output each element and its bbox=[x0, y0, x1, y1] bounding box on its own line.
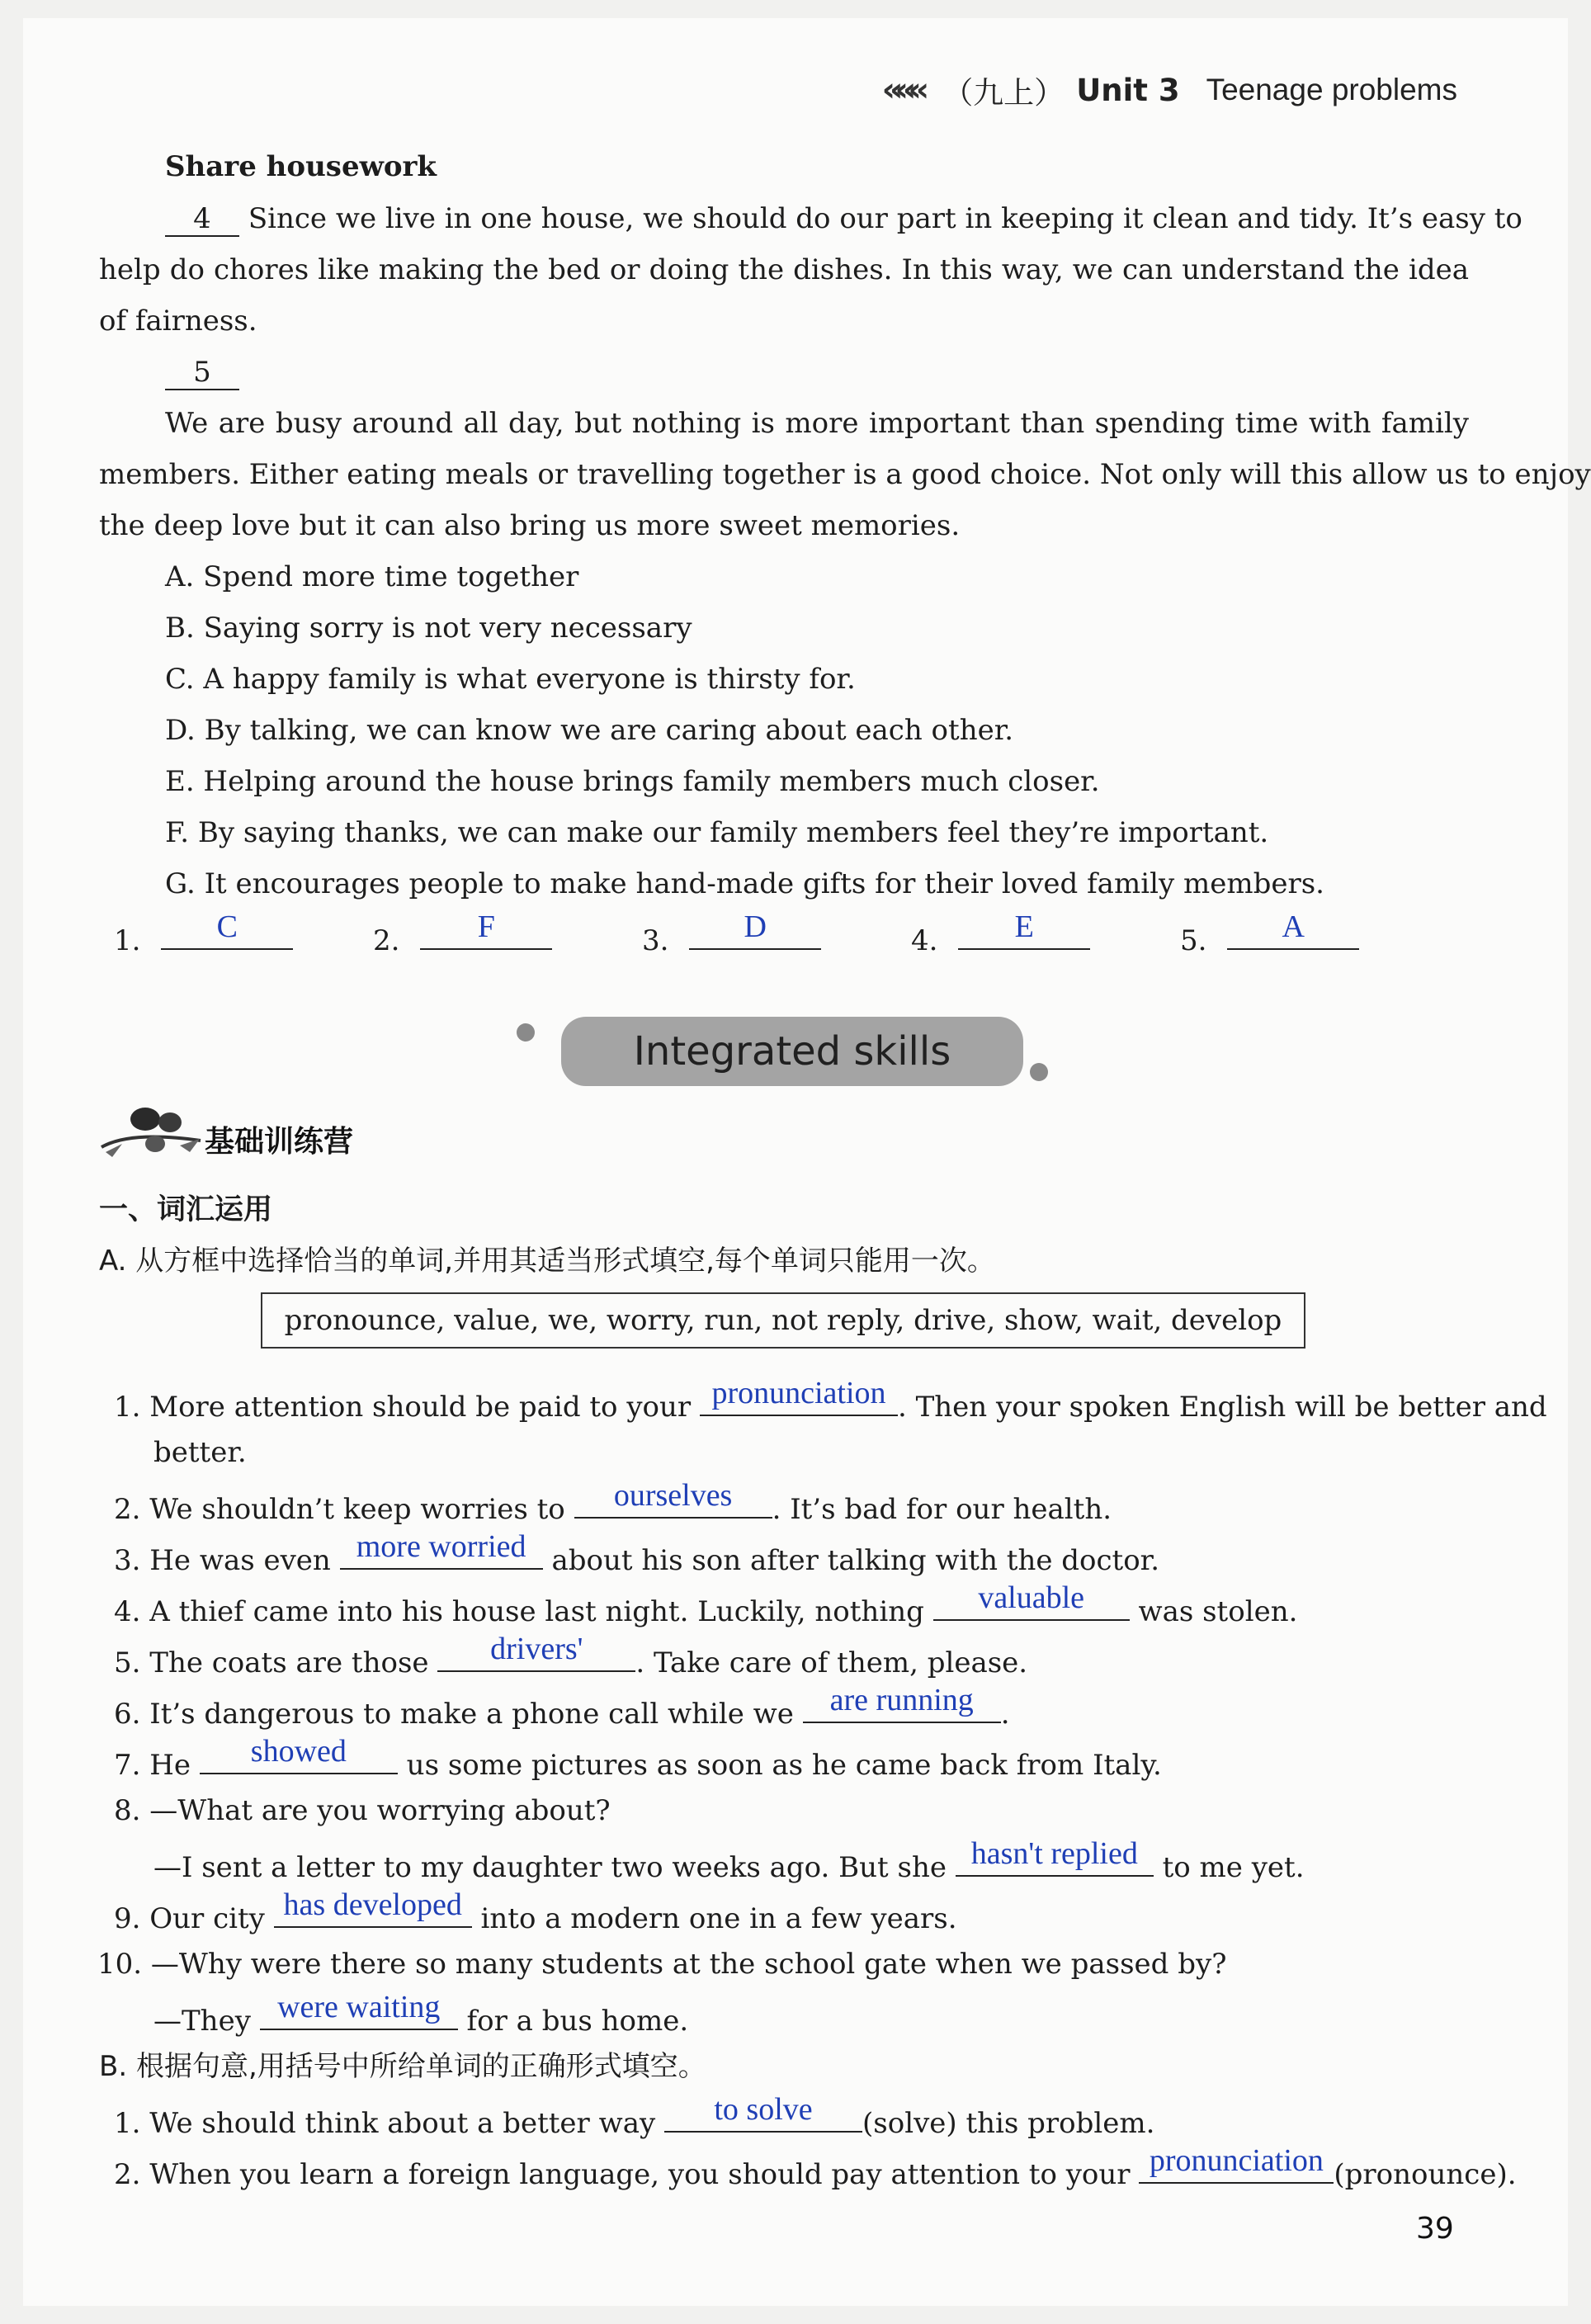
decorative-dot-icon bbox=[517, 1023, 535, 1042]
paragraph-4-line-3: of fairness. bbox=[99, 305, 257, 338]
header-unit: Unit 3 bbox=[1076, 72, 1180, 108]
word-box: pronounce, value, we, worry, run, not reply, drive, show, wait, develop bbox=[261, 1292, 1305, 1349]
answer-blank[interactable] bbox=[340, 1529, 543, 1570]
handwritten-answer: pronunciation bbox=[711, 1376, 886, 1410]
answer-number: 5. bbox=[1180, 924, 1207, 957]
part-b-instruction: B. 根据句意,用括号中所给单词的正确形式填空。 bbox=[99, 2050, 706, 2083]
answer-4 bbox=[911, 909, 1090, 957]
option-b: B. Saying sorry is not very necessary bbox=[165, 612, 692, 645]
answer-number: 1. bbox=[114, 924, 141, 957]
banner-title: Integrated skills bbox=[633, 1028, 951, 1075]
option-f: F. By saying thanks, we can make our family members feel they’re important. bbox=[165, 816, 1269, 849]
handwritten-answer: were waiting bbox=[277, 1990, 441, 2024]
handwritten-answer: more worried bbox=[356, 1529, 526, 1564]
part-a-item-3 bbox=[114, 1529, 1159, 1577]
decorative-dot-icon bbox=[1030, 1063, 1048, 1081]
paragraph-5-line-1: We are busy around all day, but nothing is more important than spending time with family bbox=[165, 407, 1469, 440]
handwritten-answer: valuable bbox=[978, 1580, 1085, 1615]
answer-5 bbox=[1180, 909, 1359, 957]
item-number: 1. bbox=[114, 2107, 141, 2140]
paragraph-4-line-1 bbox=[165, 202, 1523, 237]
item-text-after: (solve) this problem. bbox=[862, 2107, 1155, 2140]
answer-blank[interactable] bbox=[161, 909, 293, 950]
part-a-item-7 bbox=[114, 1734, 1162, 1782]
item-text-before: Our city bbox=[149, 1902, 265, 1935]
item-number: 10. bbox=[97, 1948, 143, 1981]
answer-3 bbox=[642, 909, 821, 957]
section-banner bbox=[561, 1017, 1023, 1086]
part-a-item-5 bbox=[114, 1632, 1028, 1679]
item-text-before: —What are you worrying about? bbox=[149, 1794, 611, 1827]
leaf-icon bbox=[97, 1098, 205, 1164]
part-a-item-1 bbox=[114, 1376, 1547, 1424]
answer-blank[interactable] bbox=[958, 909, 1090, 950]
item-text-before: When you learn a foreign language, you should pay attention to your bbox=[149, 2158, 1131, 2191]
handwritten-answer: C bbox=[216, 909, 238, 944]
answer-blank[interactable] bbox=[1227, 909, 1359, 950]
page-number: 39 bbox=[1416, 2212, 1454, 2246]
handwritten-answer: has developed bbox=[283, 1887, 462, 1922]
item-number: 2. bbox=[114, 1493, 141, 1526]
item-text-before: He bbox=[149, 1749, 191, 1782]
item-number: 4. bbox=[114, 1595, 141, 1628]
answer-blank[interactable] bbox=[933, 1580, 1130, 1621]
answer-blank[interactable] bbox=[574, 1478, 772, 1519]
header-topic: Teenage problems bbox=[1206, 73, 1457, 106]
item-text-after: . bbox=[1000, 1698, 1010, 1731]
item-number: 3. bbox=[114, 1544, 141, 1577]
item-text-after: for a bus home. bbox=[466, 2005, 689, 2038]
passage-heading: Share housework bbox=[165, 150, 437, 183]
item-text-after: us some pictures as soon as he came back from Italy. bbox=[406, 1749, 1162, 1782]
option-c: C. A happy family is what everyone is thirsty for. bbox=[165, 663, 856, 696]
item-text-after: about his son after talking with the doctor. bbox=[551, 1544, 1159, 1577]
paragraph-4-text: Since we live in one house, we should do our part in keeping it clean and tidy. It’s easy to bbox=[248, 202, 1523, 235]
part-a-item-2 bbox=[114, 1478, 1112, 1526]
option-e: E. Helping around the house brings family members much closer. bbox=[165, 765, 1100, 798]
answer-number: 4. bbox=[911, 924, 938, 957]
item-text-after: . Take care of them, please. bbox=[635, 1646, 1028, 1679]
paragraph-5-line-3: the deep love but it can also bring us more sweet memories. bbox=[99, 509, 961, 542]
option-g: G. It encourages people to make hand-made gifts for their loved family members. bbox=[165, 867, 1324, 900]
handwritten-answer: are running bbox=[829, 1683, 974, 1717]
answer-number: 3. bbox=[642, 924, 669, 957]
item-text-after: into a modern one in a few years. bbox=[480, 1902, 957, 1935]
item-number: 5. bbox=[114, 1646, 141, 1679]
chevron-left-icon: ««« bbox=[881, 71, 922, 109]
handwritten-answer: pronunciation bbox=[1149, 2143, 1324, 2178]
item-text-before: —Why were there so many students at the school gate when we passed by? bbox=[150, 1948, 1227, 1981]
handwritten-answer: to solve bbox=[714, 2092, 813, 2127]
handwritten-answer: ourselves bbox=[613, 1478, 733, 1513]
answer-2 bbox=[373, 909, 552, 957]
answer-blank[interactable] bbox=[1139, 2143, 1334, 2184]
item-number: 7. bbox=[114, 1749, 141, 1782]
item-text-after: was stolen. bbox=[1138, 1595, 1298, 1628]
blank-5: 5 bbox=[165, 356, 239, 390]
part-b-item-1 bbox=[114, 2092, 1155, 2140]
answer-blank[interactable] bbox=[803, 1683, 1001, 1723]
part-a-item-4 bbox=[114, 1580, 1298, 1628]
header-grade: （九上） bbox=[942, 75, 1065, 111]
answer-blank[interactable] bbox=[420, 909, 552, 950]
part-a-item-6 bbox=[114, 1683, 1010, 1731]
answer-blank[interactable] bbox=[260, 1990, 458, 2030]
answer-blank[interactable] bbox=[664, 2092, 862, 2133]
answer-blank[interactable] bbox=[956, 1836, 1154, 1877]
item-text-after: . It’s bad for our health. bbox=[772, 1493, 1112, 1526]
running-header bbox=[882, 68, 1457, 112]
paragraph-5-line-2: members. Either eating meals or travelling together is a good choice. Not only will this allow us to enjoy bbox=[99, 458, 1591, 491]
item-text-before: A thief came into his house last night. Luckily, nothing bbox=[149, 1595, 924, 1628]
item-number: 9. bbox=[114, 1902, 141, 1935]
part-a-item-10 bbox=[97, 1948, 1226, 1981]
handwritten-answer: showed bbox=[250, 1734, 347, 1769]
handwritten-answer: hasn't replied bbox=[970, 1836, 1138, 1871]
answer-blank[interactable] bbox=[274, 1887, 472, 1928]
answer-number: 2. bbox=[373, 924, 400, 957]
section-title: 基础训练营 bbox=[205, 1125, 354, 1159]
item-text-before: He was even bbox=[149, 1544, 331, 1577]
item-text-before: The coats are those bbox=[149, 1646, 429, 1679]
handwritten-answer: drivers' bbox=[490, 1632, 583, 1666]
item-text-before: —They bbox=[153, 2005, 251, 2038]
option-d: D. By talking, we can know we are caring about each other. bbox=[165, 714, 1014, 747]
handwritten-answer: D bbox=[744, 909, 767, 944]
answer-blank[interactable] bbox=[689, 909, 821, 950]
part-1-title: 一、词汇运用 bbox=[99, 1193, 273, 1226]
item-text-before: —I sent a letter to my daughter two weeks ago. But she bbox=[153, 1851, 947, 1884]
item-text-before: More attention should be paid to your bbox=[149, 1391, 692, 1424]
handwritten-answer: E bbox=[1014, 909, 1034, 944]
answer-blank[interactable] bbox=[200, 1734, 398, 1774]
item-text-before: We should think about a better way bbox=[149, 2107, 656, 2140]
paragraph-5-heading-line bbox=[165, 356, 1535, 390]
part-a-instruction: A. 从方框中选择恰当的单词,并用其适当形式填空,每个单词只能用一次。 bbox=[99, 1245, 995, 1278]
answer-1 bbox=[114, 909, 293, 957]
handwritten-answer: A bbox=[1282, 909, 1305, 944]
part-a-item-8-reply bbox=[153, 1836, 1305, 1884]
item-number: 8. bbox=[114, 1794, 141, 1827]
item-text-before: We shouldn’t keep worries to bbox=[149, 1493, 565, 1526]
part-a-item-10-reply bbox=[153, 1990, 689, 2038]
part-a-item-9 bbox=[114, 1887, 957, 1935]
item-number: 6. bbox=[114, 1698, 141, 1731]
item-text-before: It’s dangerous to make a phone call while we bbox=[149, 1698, 794, 1731]
answer-blank[interactable] bbox=[437, 1632, 635, 1672]
answer-blank[interactable] bbox=[700, 1376, 898, 1416]
blank-4: 4 bbox=[165, 202, 239, 237]
item-text-after: (pronounce). bbox=[1334, 2158, 1517, 2191]
paragraph-4-line-2: help do chores like making the bed or doing the dishes. In this way, we can understand the idea bbox=[99, 253, 1469, 286]
part-a-item-1-continued: better. bbox=[153, 1436, 247, 1469]
handwritten-answer: F bbox=[477, 909, 495, 944]
option-a: A. Spend more time together bbox=[165, 560, 579, 593]
item-text-after: . Then your spoken English will be better and bbox=[897, 1391, 1547, 1424]
part-b-item-2 bbox=[114, 2143, 1517, 2191]
item-number: 1. bbox=[114, 1391, 141, 1424]
item-number: 2. bbox=[114, 2158, 141, 2191]
item-text-after: to me yet. bbox=[1162, 1851, 1305, 1884]
part-a-item-8 bbox=[114, 1794, 611, 1827]
